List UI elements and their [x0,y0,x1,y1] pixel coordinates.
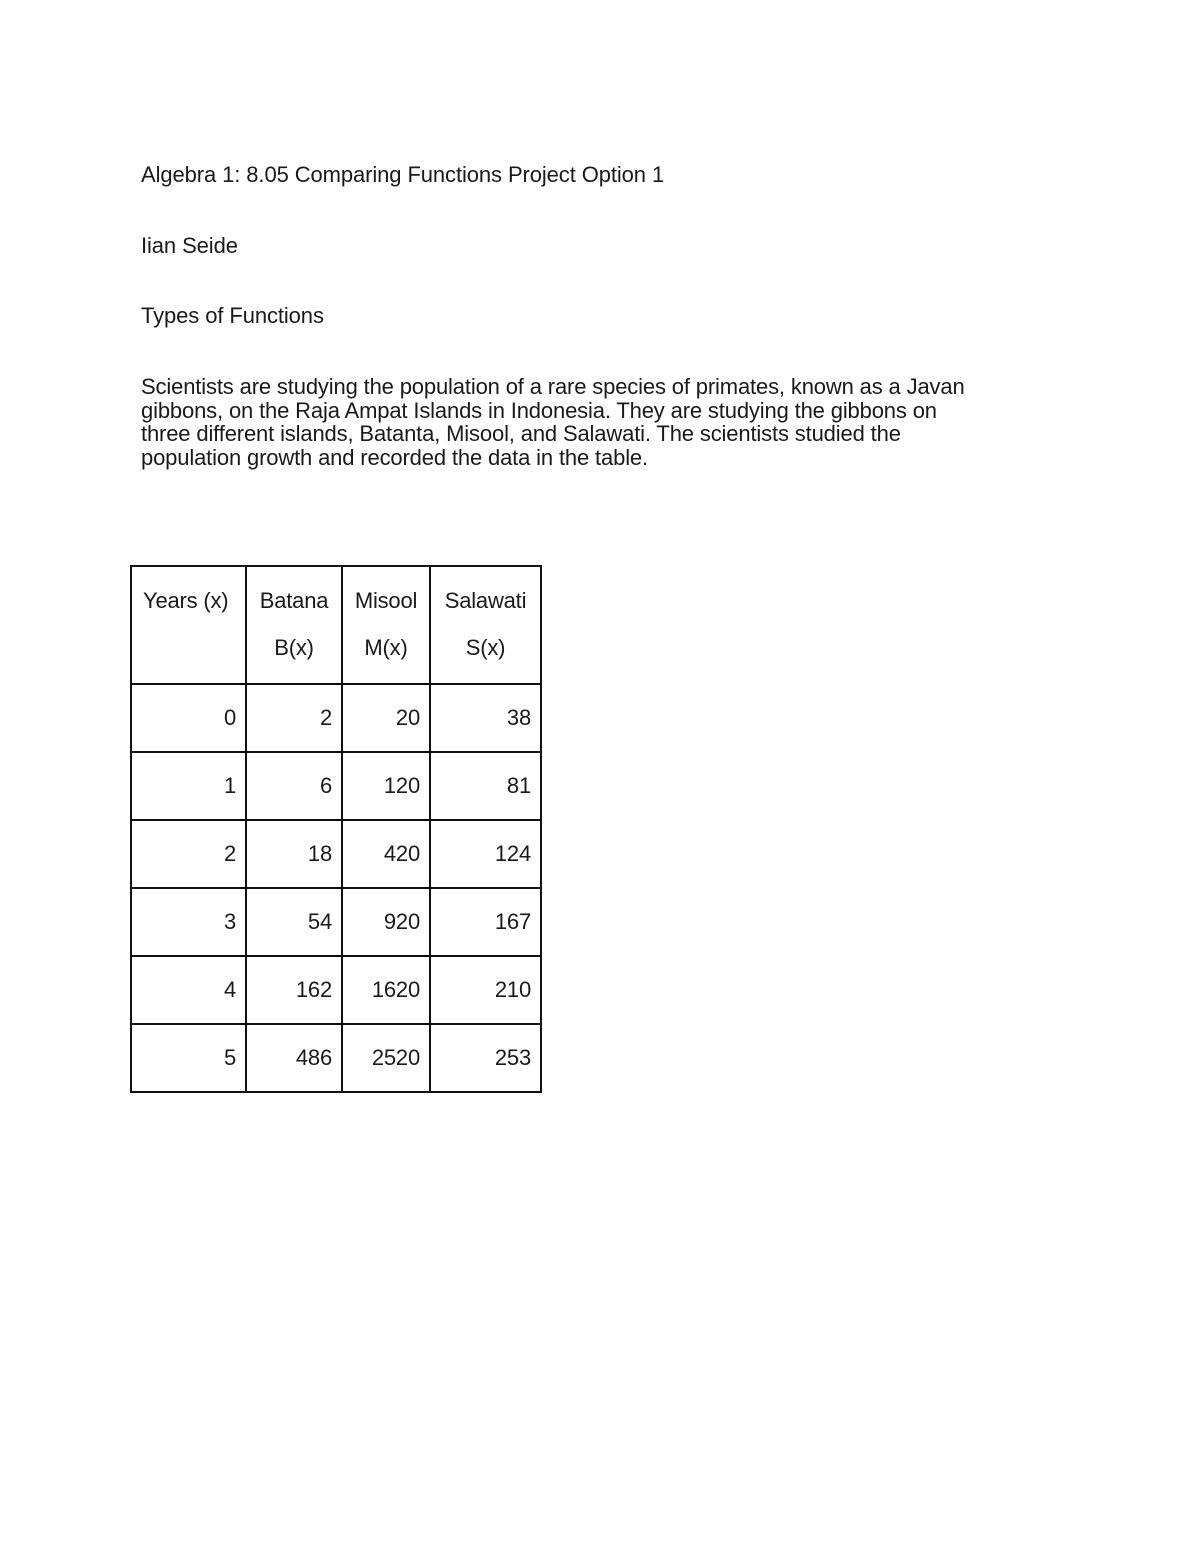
population-table [130,565,542,1093]
cell-misool: 420 [342,820,430,888]
table-row [131,684,541,752]
table-row [131,1024,541,1092]
problem-paragraph [141,375,1061,469]
table-row [131,956,541,1024]
cell-misool: 920 [342,888,430,956]
table-header-row [131,566,541,684]
section-heading: Types of Functions [141,303,324,328]
cell-salawati: 167 [430,888,541,956]
cell-misool: 120 [342,752,430,820]
header-years: Years (x) [131,566,246,684]
table-row [131,888,541,956]
cell-misool: 1620 [342,956,430,1024]
cell-batana: 54 [246,888,342,956]
cell-misool: 2520 [342,1024,430,1092]
cell-years: 0 [131,684,246,752]
cell-years: 2 [131,820,246,888]
cell-salawati: 253 [430,1024,541,1092]
cell-batana: 6 [246,752,342,820]
paragraph-line: population growth and recorded the data in the table. [141,444,648,470]
cell-salawati: 124 [430,820,541,888]
cell-years: 5 [131,1024,246,1092]
cell-years: 3 [131,888,246,956]
author-name: Iian Seide [141,233,238,258]
cell-years: 4 [131,956,246,1024]
cell-salawati: 210 [430,956,541,1024]
cell-salawati: 38 [430,684,541,752]
cell-salawati: 81 [430,752,541,820]
table-row [131,752,541,820]
cell-batana: 162 [246,956,342,1024]
document-title: Algebra 1: 8.05 Comparing Functions Project Option 1 [141,162,665,187]
paragraph-line: gibbons, on the Raja Ampat Islands in Indonesia. They are studying the gibbons on [141,397,937,423]
header-batana: Batana B(x) [246,566,342,684]
header-salawati: Salawati S(x) [430,566,541,684]
cell-batana: 486 [246,1024,342,1092]
header-misool: Misool M(x) [342,566,430,684]
paragraph-line: Scientists are studying the population of a rare species of primates, known as a Javan [141,374,965,399]
cell-batana: 18 [246,820,342,888]
table-row [131,820,541,888]
cell-years: 1 [131,752,246,820]
paragraph-line: three different islands, Batanta, Misool, and Salawati. The scientists studied the [141,421,901,446]
cell-misool: 20 [342,684,430,752]
cell-batana: 2 [246,684,342,752]
